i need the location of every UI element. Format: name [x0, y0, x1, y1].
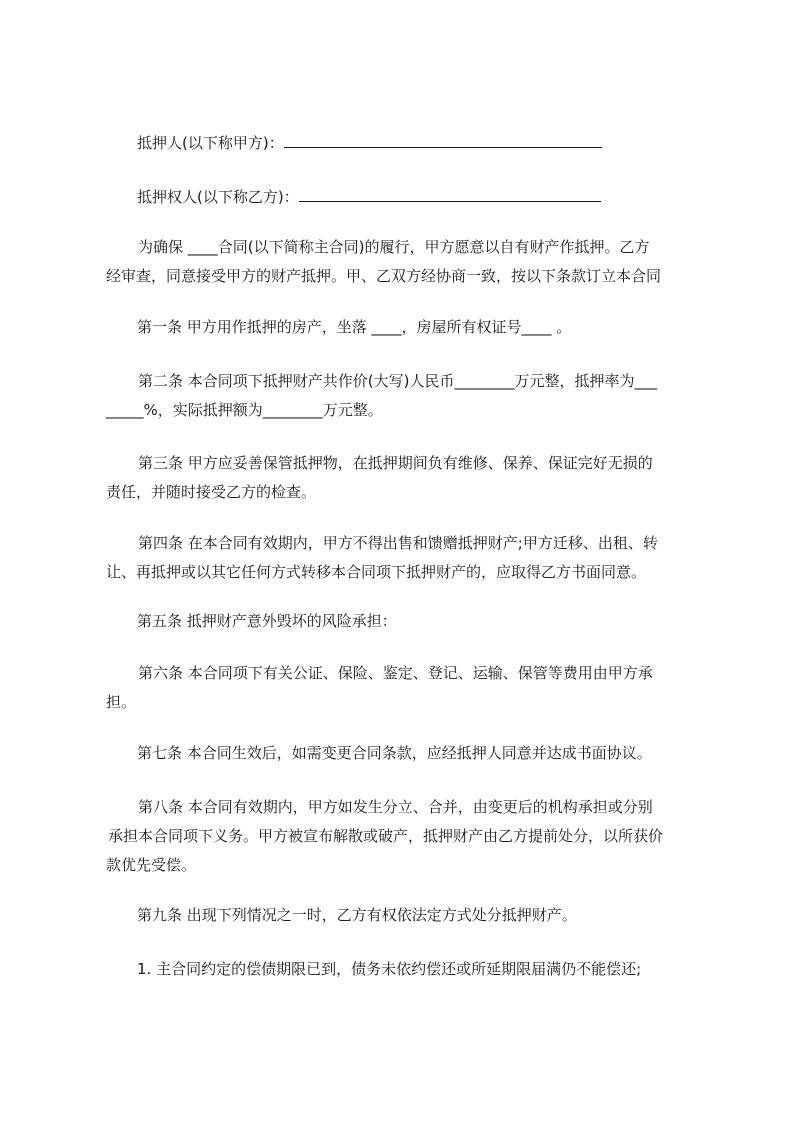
pledgee-label: 抵押权人(以下称乙方)： — [137, 188, 299, 206]
article-6-line-2: 担。 — [106, 693, 137, 711]
item-1: 1. 主合同约定的偿债期限已到，债务未依约偿还或所延期限届满仍不能偿还; — [137, 960, 642, 978]
article-8-line-2: 承担本合同项下义务。甲方被宣布解散或破产，抵押财产由乙方提前处分，以所获价 — [108, 827, 664, 845]
intro-line-1: 为确保 ____合同(以下简称主合同)的履行，甲方愿意以自有财产作抵押。乙方 — [138, 238, 650, 256]
article-2-line-1: 第二条 本合同项下抵押财产共作价(大写)人民币________万元整，抵押率为___ — [138, 372, 657, 390]
article-1: 第一条 甲方用作抵押的房产，坐落 ____，房屋所有权证号____ 。 — [137, 318, 572, 336]
pledgee-line — [137, 183, 737, 211]
article-2-line-2: _____%，实际抵押额为________万元整。 — [106, 401, 383, 419]
article-4-line-2: 让、再抵押或以其它任何方式转移本合同项下抵押财产的，应取得乙方书面同意。 — [106, 563, 647, 581]
article-3-line-1: 第三条 甲方应妥善保管抵押物，在抵押期间负有维修、保养、保证完好无损的 — [138, 454, 653, 472]
pledgee-blank[interactable] — [299, 183, 601, 202]
pledgor-blank[interactable] — [284, 129, 602, 148]
article-5: 第五条 抵押财产意外毁坏的风险承担： — [137, 612, 397, 630]
article-8-line-1: 第八条 本合同有效期内，甲方如发生分立、合并，由变更后的机构承担或分别 — [138, 798, 653, 816]
article-9: 第九条 出现下列情况之一时，乙方有权依法定方式处分抵押财产。 — [137, 906, 577, 924]
article-8-line-3: 款优先受偿。 — [106, 856, 197, 874]
intro-line-2: 经审查，同意接受甲方的财产抵押。甲、乙双方经协商一致，按以下条款订立本合同 — [106, 267, 662, 285]
article-7: 第七条 本合同生效后，如需变更合同条款，应经抵押人同意并达成书面协议。 — [137, 744, 652, 762]
pledgor-label: 抵押人(以下称甲方)： — [137, 134, 284, 152]
pledgor-line — [137, 129, 737, 157]
article-6-line-1: 第六条 本合同项下有关公证、保险、鉴定、登记、运输、保管等费用由甲方承 — [138, 664, 653, 682]
article-3-line-2: 责任，并随时接受乙方的检查。 — [106, 483, 317, 501]
article-4-line-1: 第四条 在本合同有效期内，甲方不得出售和馈赠抵押财产;甲方迁移、出租、转 — [138, 534, 658, 552]
